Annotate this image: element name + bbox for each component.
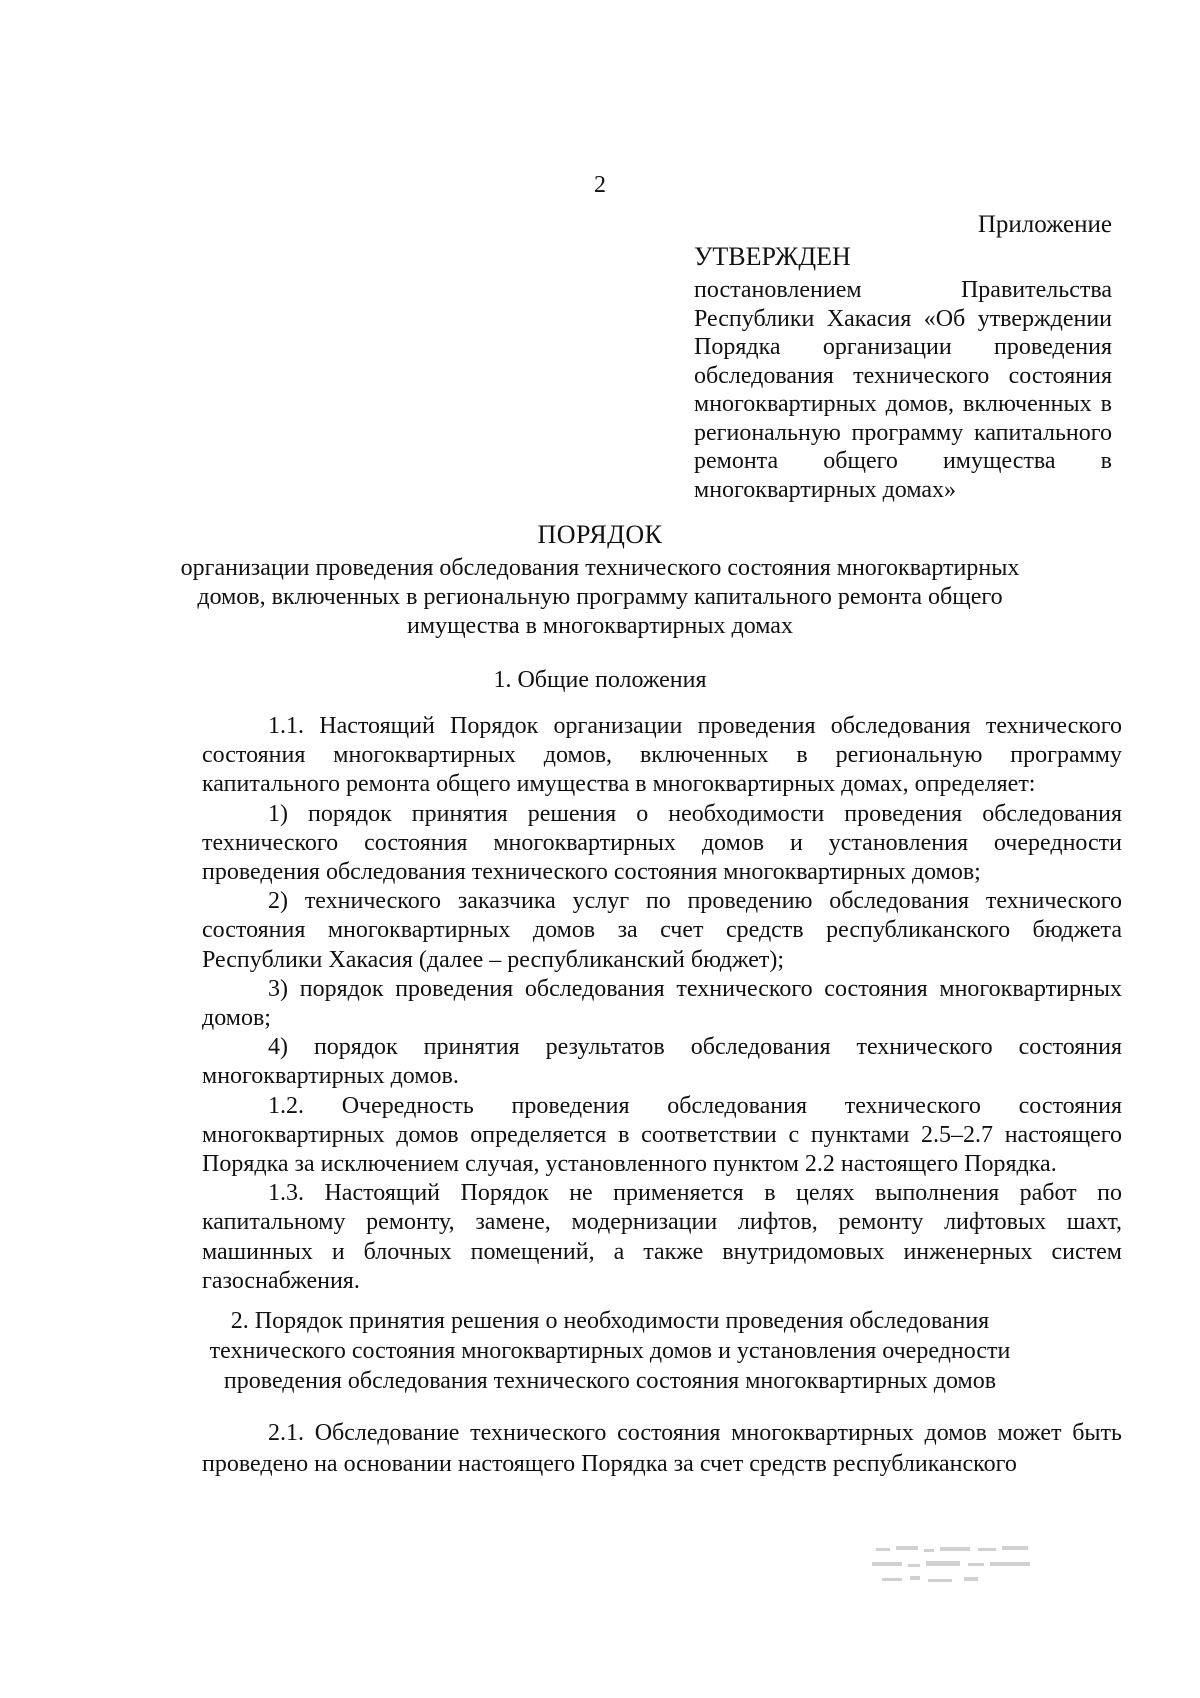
section-1-heading: 1. Общие положения	[493, 667, 707, 693]
page-number: 2	[594, 172, 606, 198]
paragraph-1-1-item-2: 2) технического заказчика услуг по проведению обследования технического состояния многоквартирных домов за счет средств республиканского бюджета Республики Хакасия (далее – республиканский бюджет);	[202, 888, 1122, 973]
paragraph-1-3: 1.3. Настоящий Порядок не применяется в целях выполнения работ по капитальному ремонту, замене, модернизации лифтов, ремонту лифтовых шахт, машинных и блочных помещений, а также внутридомовых инженерных систем газоснабжения.	[202, 1180, 1122, 1294]
section-2-heading: 2. Порядок принятия решения о необходимости проведения обследования технического состояния многоквартирных домов и установления очередности проведения обследования технического состояния многоквартирных домов	[209, 1308, 1011, 1394]
approval-body: постановлением Правительства Республики Хакасия «Об утверждении Порядка организации проведения обследования технического состояния многоквартирных домов, включенных в региональную программу капитального ремонта общего имущества в многоквартирных домах»	[694, 277, 1112, 503]
faint-stamp-mark	[868, 1538, 1048, 1596]
section-2-body	[202, 1418, 1122, 1480]
paragraph-1-1: 1.1. Настоящий Порядок организации проведения обследования технического состояния многоквартирных домов, включенных в региональную программу капитального ремонта общего имущества в многоквартирных домах, определяет:	[202, 713, 1122, 798]
paragraph-2-1: 2.1. Обследование технического состояния многоквартирных домов может быть проведено на основании настоящего Порядка за счет средств республиканского	[202, 1420, 1122, 1477]
approval-block	[694, 240, 1112, 504]
paragraph-1-1-item-1: 1) порядок принятия решения о необходимости проведения обследования технического состояния многоквартирных домов и установления очередности проведения обследования технического состояния многоквартирных домов;	[202, 800, 1122, 886]
paragraph-1-2: 1.2. Очередность проведения обследования технического состояния многоквартирных домов определяется в соответствии с пунктами 2.5–2.7 настоящего Порядка за исключением случая, установленного пунктом 2.2 настоящего Порядка.	[202, 1092, 1122, 1178]
paragraph-1-1-item-3: 3) порядок проведения обследования технического состояния многоквартирных домов;	[202, 975, 1122, 1032]
document-title-block	[150, 520, 1050, 641]
document-subtitle: организации проведения обследования технического состояния многоквартирных домов, включенных в региональную программу капитального ремонта общего имущества в многоквартирных домах	[180, 555, 1020, 639]
approval-title: УТВЕРЖДЕН	[694, 242, 851, 271]
document-title: ПОРЯДОК	[537, 520, 663, 549]
paragraph-1-1-item-4: 4) порядок принятия результатов обследования технического состояния многоквартирных домов.	[202, 1034, 1122, 1090]
section-1-body	[202, 712, 1122, 1296]
appendix-label: Приложение	[977, 211, 1112, 238]
